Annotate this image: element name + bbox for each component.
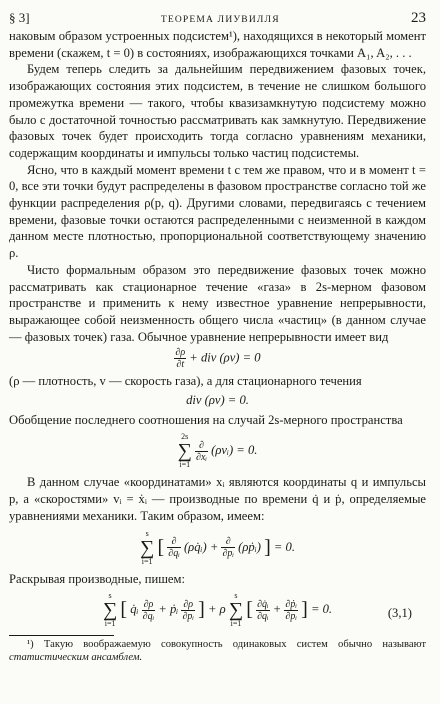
equation-number: (3,1): [387, 606, 412, 621]
generalized-equation: 2s ∑ i=1 $\frac{\partial}{\text{∂xᵢ}}$ (ρvᵢ) = 0.: [177, 432, 258, 470]
fraction: $\frac{\partial\rho}{\text{∂qᵢ}}$: [142, 598, 155, 622]
footnote-divider: [9, 635, 114, 636]
paragraph-3: Ясно, что в каждый момент времени t с тем же правом, что и в момент t = 0, все эти точки будут распределены в фазовом пространстве согласно той же функции распределения ρ(p, q). Другими словами, передвигаясь с течением времени, фазовые точки остаются распределенными с неизменной в каждом данном месте плотностью, пропорциональной соответствующему значению ρ.: [9, 162, 426, 261]
sum-symbol: s ∑ i=1: [102, 591, 118, 629]
footnote: ¹) Такую воображаемую совокупность одинаковых систем обычно называют статистическим ансамблем.: [9, 639, 426, 664]
paragraph-7: В данном случае «координатами» xᵢ являются координаты q и импульсы p, а «скоростями» vᵢ = ẋᵢ — производные по времени q̇ и ṗ, определяемые уравнениями механики. Таким образом, имеем:: [9, 475, 426, 523]
paragraph-4: Чисто формальным образом это передвижение фазовых точек можно рассматривать как стационарное течение «газа» в 2s-мерном фазовом пространстве и применить к нему известное уравнение непрерывности, выражающее собой неизменность общего числа «частиц» (в данном случае — фазовых точек) газа. Обычное уравнение непрерывности имеет вид: [9, 262, 426, 344]
fraction: $\frac{\partial}{\text{∂pᵢ}}$: [222, 536, 235, 560]
paragraph-2: Будем теперь следить за дальнейшим передвижением фазовых точек, изображающих состояния этих подсистем, в течение не слишком большого промежутка времени — такого, чтобы квазизамкнутую подсистему можно было с достаточной точностью рассматривать как замкнутую. Передвижение фазовых точек будет происходить тогда согласно уравнениям механики, содержащим координаты и импульсы только частиц подсистемы.: [9, 62, 426, 160]
paragraph-6: Обобщение последнего соотношения на случай 2s-мерного пространства: [9, 412, 403, 427]
section-mark: § 3]: [9, 10, 30, 25]
fraction: $\frac{\partial}{\text{∂xᵢ}}$: [196, 439, 207, 463]
sum-symbol: s ∑ i=1: [228, 591, 244, 629]
expanded-equation: s ∑ i=1 [ q̇ᵢ $\frac{\partial\rho}{\text{∂qᵢ}}$ + ṗᵢ $\frac{\partial\rho}{\text{∂pᵢ}}$ ] + ρ s ∑ i=1 [ $\frac{\text{∂q̇ᵢ}}{\text{∂qᵢ}}$ + $\frac{\text{∂ṗᵢ}}{\text{∂pᵢ}}$ ] = 0. (3,1): [102, 591, 412, 629]
running-header: [9, 4, 426, 28]
sum-symbol: s ∑ i=1: [140, 528, 155, 566]
fraction: $\frac{\partial\rho}{\text{∂pᵢ}}$: [182, 598, 194, 622]
fraction: $\frac{\text{∂q̇ᵢ}}{\text{∂qᵢ}}$: [257, 598, 269, 622]
running-title: ТЕОРЕМА ЛИУВИЛЛЯ: [160, 15, 280, 25]
paragraph-1: наковым образом устроенных подсистем¹), находящихся в некоторый момент времени (скажем, t = 0) в состояниях, изображающихся точками A₁, A₂, . . .: [9, 29, 426, 60]
paragraph-8: Раскрывая производные, пишем:: [9, 571, 185, 586]
fraction: $\frac{\partial\rho}{\partial t}$: [175, 347, 186, 371]
paragraph-5: (ρ — плотность, v — скорость газа), а для стационарного течения: [9, 374, 362, 389]
fraction: $\frac{\partial}{\text{∂qᵢ}}$: [168, 536, 180, 560]
fraction: $\frac{\text{∂ṗᵢ}}{\text{∂pᵢ}}$: [285, 598, 297, 622]
stationary-equation: div (ρv) = 0.: [186, 393, 249, 408]
continuity-equation: $\frac{\partial\rho}{\partial t}$ + div (ρv) = 0: [175, 347, 261, 371]
sum-symbol: 2s ∑ i=1: [177, 432, 192, 470]
page-number: 23: [410, 10, 426, 26]
phase-equation: s ∑ i=1 [ $\frac{\partial}{\text{∂qᵢ}}$ (ρq̇ᵢ) + $\frac{\partial}{\text{∂pᵢ}}$ (ρṗᵢ) ] = 0.: [140, 528, 295, 566]
